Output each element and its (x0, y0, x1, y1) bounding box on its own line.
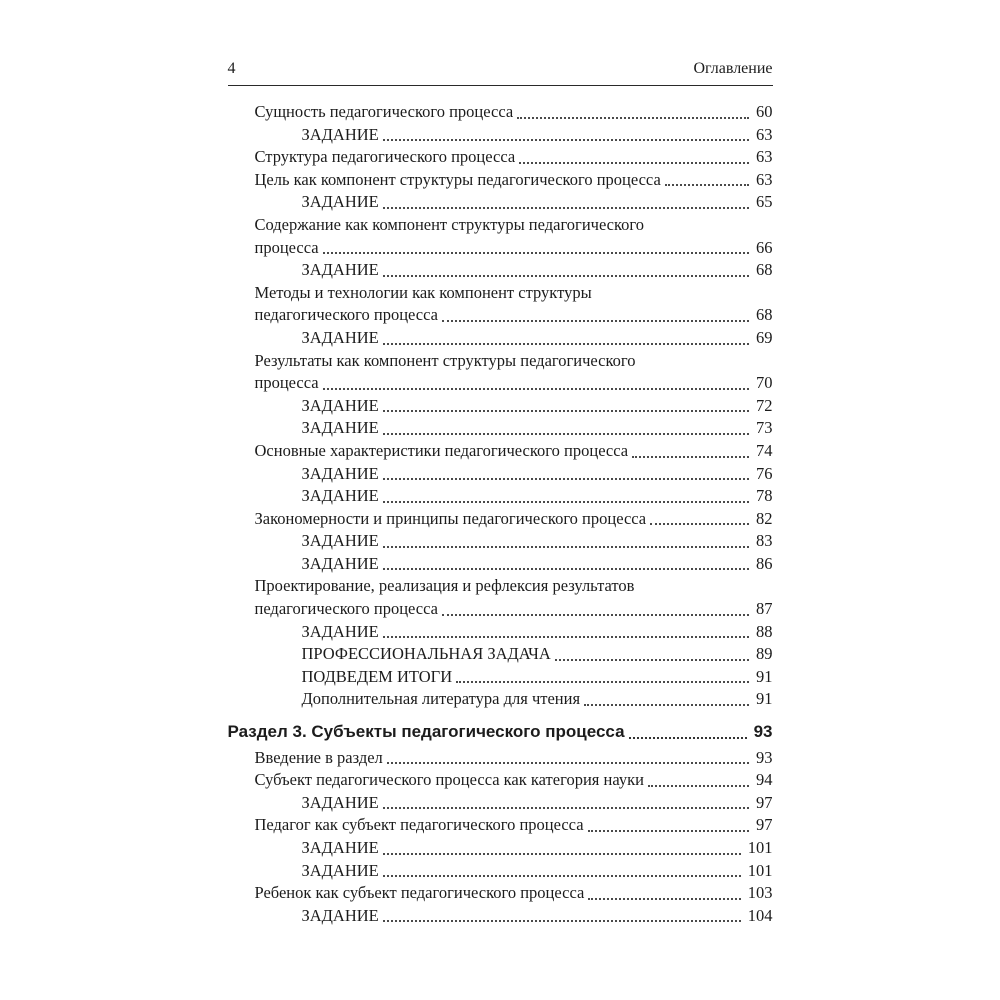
dot-leader (584, 704, 749, 706)
toc-page-number: 65 (756, 192, 773, 212)
toc-page-number: 76 (756, 463, 773, 483)
toc-page-number: 60 (756, 102, 773, 121)
toc-list (228, 101, 773, 927)
toc-entry-text: Содержание как компонент структуры педагогического (254, 214, 645, 234)
toc-entry (228, 440, 773, 463)
toc-entry (228, 882, 773, 905)
toc-entry-text: Результаты как компонент структуры педагогического (254, 350, 636, 370)
toc-entry-text: Методы и технологии как компонент структуры (254, 282, 592, 302)
toc-entry (228, 485, 773, 508)
dot-leader (323, 388, 749, 390)
toc-page-number: 82 (756, 508, 773, 528)
toc-page-number: 78 (756, 486, 773, 506)
dot-leader (387, 762, 749, 764)
toc-entry (228, 621, 773, 644)
toc-entry (228, 350, 773, 373)
toc-page-number: 101 (747, 860, 773, 880)
toc-entry-text: ЗАДАНИЕ (301, 860, 379, 880)
toc-entry (228, 417, 773, 440)
dot-leader (442, 320, 749, 322)
dot-leader (383, 853, 741, 855)
toc-page-number: 72 (756, 395, 773, 415)
toc-page-number: 88 (756, 621, 773, 641)
toc-page-number: 68 (756, 260, 773, 280)
toc-section-entry (228, 721, 773, 744)
toc-entry (228, 575, 773, 598)
toc-page-number: 101 (747, 838, 773, 857)
toc-entry-text: ЗАДАНИЕ (301, 395, 379, 415)
toc-entry (228, 146, 773, 169)
header-title: Оглавление (693, 60, 773, 77)
toc-entry (228, 643, 773, 666)
toc-entry (228, 666, 773, 689)
toc-entry-text: процесса (254, 373, 319, 393)
toc-page-number: 63 (756, 147, 773, 167)
dot-leader (442, 614, 749, 616)
toc-entry (228, 860, 773, 883)
toc-entry-text: педагогического процесса (254, 599, 438, 619)
toc-page-number: 91 (756, 689, 773, 709)
toc-page-number: 68 (756, 305, 773, 325)
dot-leader (383, 433, 749, 435)
toc-entry-text: педагогического процесса (254, 305, 438, 325)
toc-entry (228, 259, 773, 282)
toc-page-number: 87 (756, 599, 773, 619)
page-number: 4 (227, 60, 236, 77)
toc-entry-text: ПРОФЕССИОНАЛЬНАЯ ЗАДАЧА (301, 644, 551, 664)
toc-entry-text: Основные характеристики педагогического процесса (254, 440, 629, 460)
toc-entry (228, 530, 773, 553)
dot-leader (665, 184, 749, 186)
dot-leader (650, 523, 749, 525)
toc-entry-text: Сущность педагогического процесса (254, 102, 514, 121)
toc-page-number: 93 (756, 747, 773, 767)
dot-leader (517, 117, 749, 119)
toc-entry (228, 792, 773, 815)
dot-leader (519, 162, 749, 164)
toc-page-number: 83 (756, 531, 773, 551)
toc-entry (228, 553, 773, 576)
toc-entry-text: ЗАДАНИЕ (301, 531, 379, 551)
toc-entry-text: Структура педагогического процесса (254, 147, 516, 167)
dot-leader (383, 636, 749, 638)
dot-leader (588, 830, 749, 832)
toc-entry-text: ЗАДАНИЕ (301, 792, 379, 812)
toc-page-number: 97 (756, 792, 773, 812)
dot-leader (383, 343, 749, 345)
toc-entry-text: ЗАДАНИЕ (301, 463, 379, 483)
toc-entry-text: Введение в раздел (254, 747, 383, 767)
toc-entry (228, 304, 773, 327)
toc-entry (228, 282, 773, 305)
toc-entry-text: Ребенок как субъект педагогического процесса (254, 883, 585, 903)
toc-page-number: 63 (756, 124, 773, 144)
toc-entry-text: Педагог как субъект педагогического процесса (254, 815, 584, 835)
dot-leader (383, 501, 749, 503)
dot-leader (555, 659, 749, 661)
toc-entry-text: ЗАДАНИЕ (301, 905, 379, 925)
page-header (228, 60, 773, 86)
toc-page-number: 63 (756, 169, 773, 189)
toc-entry (228, 395, 773, 418)
dot-leader (383, 546, 749, 548)
toc-entry (228, 508, 773, 531)
toc-entry-text: ЗАДАНИЕ (301, 327, 379, 347)
dot-leader (456, 681, 749, 683)
toc-entry-text: Субъект педагогического процесса как категория науки (254, 770, 644, 790)
toc-entry (228, 372, 773, 395)
toc-entry (228, 101, 773, 124)
toc-entry (228, 169, 773, 192)
toc-page-number: 74 (756, 440, 773, 460)
toc-entry-text: Закономерности и принципы педагогического процесса (254, 508, 647, 528)
toc-entry-text: ЗАДАНИЕ (301, 418, 379, 438)
toc-page-number: 94 (756, 770, 773, 790)
dot-leader (383, 478, 749, 480)
toc-entry (228, 837, 773, 860)
dot-leader (632, 456, 749, 458)
toc-page-number: 73 (756, 418, 773, 438)
toc-entry (228, 191, 773, 214)
toc-entry-text: Дополнительная литература для чтения (301, 689, 581, 709)
toc-entry (228, 124, 773, 147)
dot-leader (383, 275, 749, 277)
toc-page-number: 93 (753, 722, 773, 742)
toc-entry-text: процесса (254, 237, 319, 257)
toc-entry-text: ЗАДАНИЕ (301, 124, 379, 144)
toc-entry-text: Цель как компонент структуры педагогического процесса (254, 169, 661, 189)
dot-leader (629, 737, 747, 739)
toc-entry-text: ЗАДАНИЕ (301, 260, 379, 280)
toc-entry (228, 814, 773, 837)
toc-page-number: 69 (756, 327, 773, 347)
toc-entry (228, 747, 773, 770)
dot-leader (383, 139, 749, 141)
toc-entry-text: ЗАДАНИЕ (301, 192, 379, 212)
dot-leader (383, 568, 749, 570)
toc-entry (228, 769, 773, 792)
dot-leader (383, 875, 741, 877)
dot-leader (383, 410, 749, 412)
toc-entry-text: Проектирование, реализация и рефлексия результатов (254, 576, 635, 596)
book-page (228, 0, 773, 927)
toc-page-number: 91 (756, 666, 773, 686)
toc-entry (228, 237, 773, 260)
toc-entry (228, 327, 773, 350)
toc-entry-text: Раздел 3. Субъекты педагогического процесса (227, 722, 625, 742)
toc-page-number: 66 (756, 237, 773, 257)
toc-page-number: 89 (756, 644, 773, 664)
toc-page-number: 103 (747, 883, 773, 903)
toc-entry-text: ПОДВЕДЕМ ИТОГИ (301, 666, 453, 686)
dot-leader (588, 898, 740, 900)
toc-entry (228, 688, 773, 711)
dot-leader (323, 252, 749, 254)
toc-entry (228, 598, 773, 621)
toc-entry-text: ЗАДАНИЕ (301, 621, 379, 641)
toc-page-number: 70 (756, 373, 773, 393)
toc-page-number: 86 (756, 553, 773, 573)
toc-entry (228, 463, 773, 486)
dot-leader (383, 207, 749, 209)
toc-entry-text: ЗАДАНИЕ (301, 838, 379, 857)
toc-entry-text: ЗАДАНИЕ (301, 486, 379, 506)
toc-entry (228, 905, 773, 928)
dot-leader (648, 785, 749, 787)
dot-leader (383, 807, 749, 809)
toc-page-number: 97 (756, 815, 773, 835)
toc-page-number: 104 (747, 905, 773, 925)
dot-leader (383, 920, 741, 922)
toc-entry (228, 214, 773, 237)
toc-entry-text: ЗАДАНИЕ (301, 553, 379, 573)
